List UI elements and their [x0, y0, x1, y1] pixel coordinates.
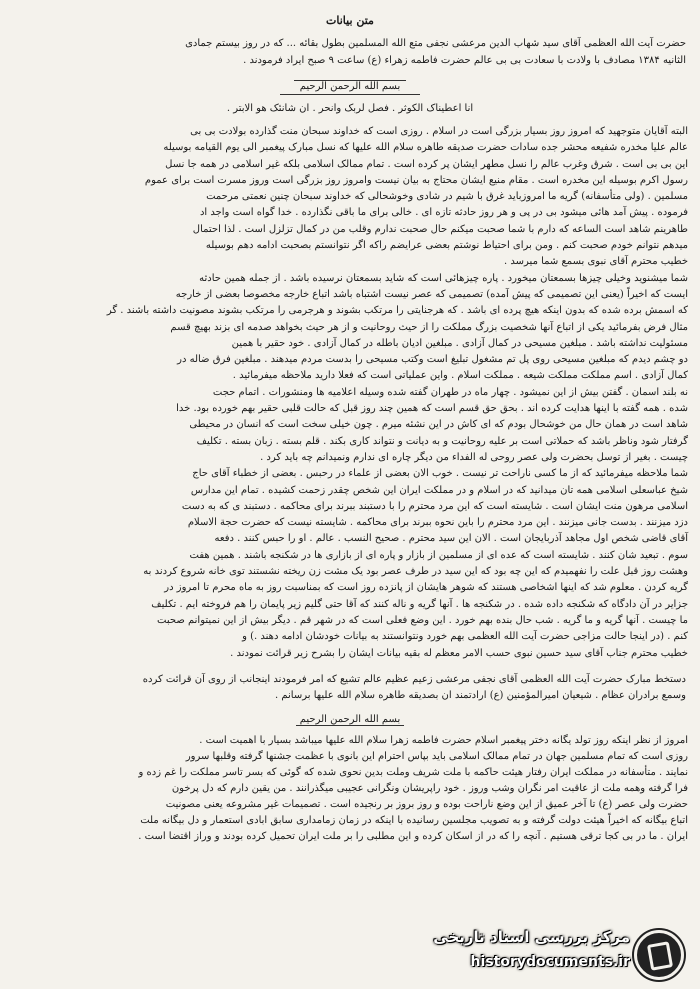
text-line: روزی است که تمام مسلمین جهان در تمام ممالک اسلامی باید بپاس احترام این بانوی با عظمت جشنها گرفته وقلبها سرور: [185, 750, 688, 762]
archive-logo-icon: [634, 930, 684, 980]
text-line: خطیب محترم آقای نبوی بسمع شما میرسد .: [504, 256, 688, 268]
text-line: سوم . تبعید شان کنند . شایسته است که عده ای از مسلمین از بازار و پاره ای از بازاری ها در شکنجه باشند . همین هفت: [189, 549, 688, 561]
closing-paragraph: [14, 672, 686, 704]
intro-line: الثانیه ۱۳۸۴ مصادف با ولادت با سعادت بی بی عالم حضرت فاطمه زهراء (ع) ساعت ۹ صبح ایراد فرمودند .: [243, 55, 686, 66]
body-text: [12, 124, 688, 662]
text-line: آقای قاضی شخص اول مجاهد آذربایجان است . الان این سید محترم . صحیح النسب . عالم . او را حبس کنند . دفعه: [214, 533, 688, 545]
final-paragraph: [12, 733, 688, 845]
text-line: این بی بی است . شرق وغرب عالم را نسل مطهر ایشان پر کرده است . تمام ممالک اسلامی بلکه غیر اسلامی در همه جا نسل: [165, 158, 688, 170]
text-line: شیخ عباسعلی اسلامی همه تان میدانید که در اسلام و در مملکت ایران این شخص چقدر زحمت کشیده . تمام این مدارس: [190, 484, 688, 496]
text-line: حضرت ولی عصر (ع) تا آخر عمیق از این وضع ناراحت بوده و روز بروز بر رنجیده است . تصمیمات غیر مشروعه یعنی مصونیت: [165, 798, 688, 810]
bismillah-text: بسم الله الرحمن الرحیم: [294, 80, 407, 92]
text-line: وسمع برادران عظام . شیعیان امیرالمؤمنین (ع) ارادتمند ان بصدیقه طاهره سلام الله علیها برسانم .: [275, 689, 686, 701]
text-line: اتباع بیگانه که اخیراً هیئت دولت گرفته و به تصویب مجلسین رسانیده با اینکه در زمان زمامداری سابق ابادی استعمار و دل بیگانه ملت: [140, 814, 688, 826]
text-line: ایست که اخیراً (یعنی این تصمیمی که پیش آمده) تصمیمی که عصر نیست اشتباه باشد اتباع خارجه مخصوصا بعضی از خارجه: [175, 288, 688, 300]
text-line: رسول اکرم بوسیله این مخدره است . مقام منیع ایشان محتاج به بیان نیست وامروز روز بزرگی است وروز مسرت است برای عموم: [144, 174, 688, 186]
text-line: فرموده . پیش آمد هائی میشود بی در پی و هر روز حادثه تازه ای . خالی برای ما باقی نگذارده . خدا گواه است واجد اد: [199, 207, 688, 219]
text-line: عالم علیا مخدره شفیعه محشر جده سادات حضرت صدیقه طاهره سلام الله علیها که نسل مبارک پیغمبر الی یوم القیامه بوسیله: [163, 142, 688, 154]
bismillah-text-2: بسم الله الرحمن الرحیم: [296, 714, 405, 726]
text-line: شما میشنوید وخیلی چیزها بسمعتان میخورد . پاره چیزهائی است که شاید بسمعتان نرسیده باشد . از جمله همین حادثه: [199, 272, 688, 284]
text-line: گرفتار شود وناظر باشد که حملاتی است بر علیه روحانیت و به دیانت و نتواند کاری بکند . قلم بسته . زبان بسته . تکلیف: [196, 435, 688, 447]
text-line: میدهم نتوانم خودم صحبت کنم . ومن برای احتیاط نوشتم بعضی عرایضم راکه اگر نتوانستم بصحبت ادامه دهم بوسیله: [205, 240, 688, 252]
bismillah-heading-2: [10, 714, 690, 725]
text-line: دو چشم دیدم که مبلغین مسیحی روی پل تم مشغول تبلیغ است وکتب مسیحی را بدست مردم میدهند . مبلغین فرق ضاله در: [177, 354, 688, 366]
text-line: شما ملاحظه میفرمائید که از ما کسی ناراحت تر نیست . خوب الان بعضی از علماء در رحبس . بعضی از خطباء آقای حاج: [192, 468, 688, 480]
divider: [280, 94, 420, 95]
text-line: که اسمش برده شده که بدون اینکه هیچ پرده ای باشد . که هرجنایتی را مرتکب بشوند و هرجرمی را مرتکب بشوند مصونیت داشته باشند . گر: [106, 305, 688, 317]
text-line: شده . همه گفته با اینها هدایت کرده اند . بحق حق قسم است که همین چند روز قبل که حالت قلبی حقیر بهم خورده بود. خدا: [176, 403, 688, 415]
text-line: امروز از نظر اینکه روز تولد یگانه دختر پیغمبر اسلام حضرت فاطمه زهرا سلام الله علیها میباشد بسیار با اهمیت است .: [199, 734, 688, 746]
text-line: نمایند . متأسفانه در مملکت ایران رفتار هیئت حاکمه با ملت شریف وملت بدین نحوی شده که گوئی که بسر تاسر مملکت را غم زده و: [138, 766, 688, 778]
intro-line: حضرت آیت الله العظمی آقای سید شهاب الدین مرعشی نجفی متع الله المسلمین بطول بقائه ... که در روز بیستم جمادی: [185, 38, 686, 49]
watermark: [418, 924, 688, 982]
text-line: نه بلند اسمان . گفتن بیش از این نمیشود . چهار ماه در طهران گفته شده وسیله اعلامیه ها ومنشورات . اتمام حجت: [212, 386, 688, 398]
document-title: متن بیانات: [326, 14, 374, 27]
text-line: البته آقایان متوجهید که امروز روز بسیار بزرگی است در اسلام . روزی است که خداوند سبحان منت گذارده بولادت بی بی: [190, 126, 688, 137]
text-line: دستخط مبارک حضرت آیت الله العظمی آقای نجفی مرعشی زعیم عظیم عالم تشیع که امر فرمودند اینجانب از روی آن قرائت کرده: [142, 673, 686, 685]
text-line: گریه کردن . معلوم شد که اینها اشخاصی هستند که شوهر هایشان از پانزده روز است که بمناسبت روز به ماه محرم تا امروز در: [164, 582, 688, 594]
text-line: شاهد است در همان حال من خوشحال بودم که ای کاش در این نشئه میرم . چون خیلی سخت است که انسان در محیطی: [189, 419, 688, 431]
intro-paragraph: [14, 35, 686, 69]
text-line: ایران . ما در بی کجا ترقی هستیم . آنچه را که در از اسکان کرده و این مطلبی را بر ملت ایران تحمیل کرده بودند و وراز اقتضا است .: [138, 830, 688, 842]
watermark-name: مرکز بررسی اسناد تاریخی: [433, 928, 630, 946]
watermark-url: historydocuments.ir: [470, 954, 630, 970]
text-line: جزایر در آن دادگاه که شکنجه داده شده . در شکنجه ها . آنها گریه و ناله کنند که آقا حتی گلیم زیر پایمان را هم فروخته ایم . تکلیف: [151, 598, 688, 610]
text-line: طاهرینم شاهد است الساعه که دارم با شما صحبت میکنم حال صحبت ندارم وقلب من در کمال تزلزل است . لذا احتمال: [192, 223, 688, 235]
text-line: چیست . بغیر از توسل بحضرت ولی عصر روحی له الفداء من دیگر چاره ای ندارم ونمیدانم چه باید کرد .: [260, 451, 688, 463]
text-line: مسئولیت نداشته باشد . مبلغین مسیحی در کمال آزادی . مبلغین ادیان باطله در کمال آزادی . خود حقیر با همین: [231, 337, 688, 349]
text-line: وهشت روز قبل علت را نفهمیدم که این چه بود که این سید در طرف عصر بود یک مشت زن ریخته نشستند توی خانه شروع کردند به: [143, 566, 688, 578]
text-line: خطیب محترم جناب آقای سید حسین نبوی حسب الامر معظم له بقیه بیانات ایشان را بشرح زیر قرائت نمودند .: [230, 647, 688, 659]
bismillah-heading: [10, 81, 690, 92]
quran-verse: انا اعطیناک الکوثر . فصل لربک وانحر . ان شانئک هو الابتر .: [226, 103, 474, 114]
text-line: دزد میزنند . بدست جانی میزنند . این مرد محترم را باین نحوه ببرند برای محاکمه . شایسته نیست که حضرت حجة الاسلام: [187, 517, 688, 529]
text-line: کنم . (در اینجا حالت مزاجی حضرت آیت الله العظمی بهم خورد ونتوانستند به بیانات خودشان ادامه دهند .) و: [242, 631, 688, 643]
text-line: ما چیست . آنها گریه و ما گریه . شب حال بنده بهم خورد . این وضع فعلی است که در شهر قم . دیگر بیش از این نمیتوانم صحبت: [157, 614, 688, 626]
text-line: مسلمین . (ولی متأسفانه) گریه ما امروزباید غرق با شیم در شادی وخوشحالی که خداوند سبحان چنین نعمتی مرحمت: [206, 191, 688, 203]
text-line: اسلامی مرهون منت ایشان است . شایسته است که این مرد محترم را با دستبند ببرند برای محاکمه . دستبند ی که به دست: [181, 500, 688, 512]
text-line: کمال آزادی . اسم مملکت مملکت شیعه . مملکت اسلام . واین عملیاتی است که فعلا دارید ملاحظه میفرمائید .: [232, 370, 688, 382]
text-line: مثال فرض بفرمائید یکی از اتباع آنها شخصیت بزرگ مملکت را از حیث روحانیت و از هر حیث بخواهد صدمه ای بزند بهیچ قسم: [170, 321, 688, 333]
text-line: فرا گرفته وهمه ملت از عاقبت امر نگران وشب وروز . خود راپریشان ونگرانی عجیبی میگذرانند . من یقین دارم که دل پرخون: [171, 782, 688, 794]
